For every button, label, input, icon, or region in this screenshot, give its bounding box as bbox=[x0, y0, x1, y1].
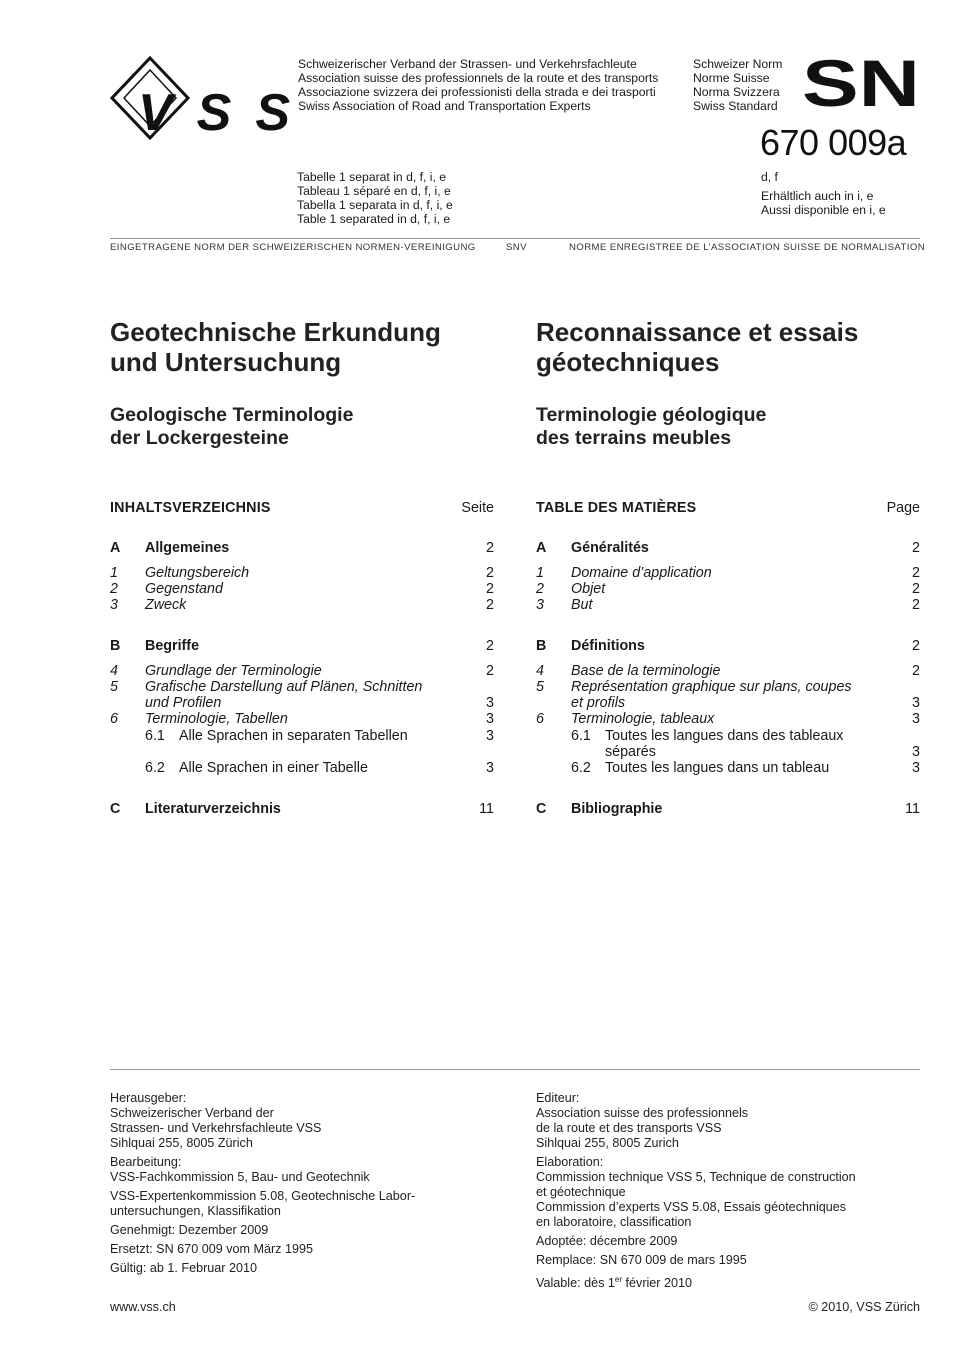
toc-entry[interactable]: 1 Domaine d’application 2 bbox=[536, 565, 920, 581]
editing-de: Bearbeitung: VSS-Fachkommission 5, Bau- und Geotechnik bbox=[110, 1155, 370, 1184]
website-link[interactable]: www.vss.ch bbox=[110, 1300, 176, 1314]
sn-logo bbox=[802, 56, 920, 108]
toc-entry[interactable]: 6 Terminologie, tableaux 3 bbox=[536, 711, 920, 727]
toc-entry[interactable]: 3 But 2 bbox=[536, 597, 920, 613]
toc-entry[interactable]: C Bibliographie 11 bbox=[536, 801, 920, 817]
valid-fr: Valable: dès 1er février 2010 bbox=[536, 1275, 693, 1291]
toc-entry[interactable]: 6 Terminologie, Tabellen 3 bbox=[110, 711, 494, 727]
norm-number: 670 009a bbox=[760, 122, 907, 163]
footer-rule bbox=[110, 1069, 920, 1070]
toc-entry[interactable]: 6.2 Toutes les langues dans un tableau 3 bbox=[571, 760, 920, 776]
editing-fr: Elaboration: Commission technique VSS 5, Technique de construction et géotechnique Commission d’experts VSS 5.08, Essais géotechniques en laboratoire, classification bbox=[536, 1155, 856, 1229]
toc-entry[interactable]: 6.2 Alle Sprachen in einer Tabelle 3 bbox=[145, 760, 494, 776]
toc-entry[interactable]: 2 Objet 2 bbox=[536, 581, 920, 597]
copyright: © 2010, VSS Zürich bbox=[808, 1300, 920, 1314]
toc-entry[interactable]: 2 Gegenstand 2 bbox=[110, 581, 494, 597]
toc-entry[interactable]: 6.1 Toutes les langues dans des tableaux séparés 3 bbox=[571, 728, 920, 760]
publisher-de: Herausgeber: Schweizerischer Verband der Strassen- und Verkehrsfachleute VSS Sihlquai 255, 8005 Zürich bbox=[110, 1091, 322, 1150]
toc-entry[interactable]: B Begriffe 2 bbox=[110, 638, 494, 654]
toc-entry[interactable]: 4 Base de la terminologie 2 bbox=[536, 663, 920, 679]
toc-entry[interactable]: 6.1 Alle Sprachen in separaten Tabellen 3 bbox=[145, 728, 494, 744]
table-languages: Tabelle 1 separat in d, f, i, e Tableau 1 séparé en d, f, i, e Tabella 1 separata in d, f, i, e Table 1 separated in d, f, i, e bbox=[297, 170, 453, 226]
toc-entry[interactable]: A Généralités 2 bbox=[536, 540, 920, 556]
subtitle-de: Geologische Terminologie der Lockergesteine bbox=[110, 404, 354, 449]
footer-de bbox=[110, 1091, 510, 1276]
vss-logo bbox=[110, 56, 290, 140]
toc-header: TABLE DES MATIÈRES Page bbox=[536, 500, 920, 516]
approved-fr: Adoptée: décembre 2009 bbox=[536, 1234, 678, 1248]
vss-logo-text: VSS bbox=[138, 84, 288, 140]
title-fr bbox=[536, 317, 936, 450]
publisher-fr: Editeur: Association suisse des professionnels de la route et des transports VSS Sihlquai 255, 8005 Zurich bbox=[536, 1091, 749, 1150]
toc-entry[interactable]: 3 Zweck 2 bbox=[110, 597, 494, 613]
registered-fr: NORME ENREGISTREE DE L’ASSOCIATION SUISSE DE NORMALISATION bbox=[569, 242, 926, 253]
languages: d, f bbox=[761, 170, 778, 184]
toc-entry[interactable]: B Définitions 2 bbox=[536, 638, 920, 654]
registered-snv: SNV bbox=[506, 242, 527, 253]
replaces-de: Ersetzt: SN 670 009 vom März 1995 bbox=[110, 1242, 313, 1256]
toc-entry[interactable]: 4 Grundlage der Terminologie 2 bbox=[110, 663, 494, 679]
title-de bbox=[110, 317, 510, 450]
norm-type: Schweizer Norm Norme Suisse Norma Svizzera Swiss Standard bbox=[693, 57, 783, 113]
main-title-de: Geotechnische Erkundung und Untersuchung bbox=[110, 317, 441, 377]
toc-entry[interactable]: 1 Geltungsbereich 2 bbox=[110, 565, 494, 581]
registered-de: EINGETRAGENE NORM DER SCHWEIZERISCHEN NORMEN-VEREINIGUNG bbox=[110, 242, 476, 253]
replaces-fr: Remplace: SN 670 009 de mars 1995 bbox=[536, 1253, 747, 1267]
approved-de: Genehmigt: Dezember 2009 bbox=[110, 1223, 269, 1237]
header-rule bbox=[110, 238, 920, 239]
also-available: Erhältlich auch in i, e Aussi disponible en i, e bbox=[761, 189, 886, 217]
association-names: Schweizerischer Verband der Strassen- und Verkehrsfachleute Association suisse des professionnels de la route et des transports Associazione svizzera dei professionisti della strada e dei trasporti Swiss Association of Road and Transportation Experts bbox=[298, 57, 659, 113]
main-title-fr: Reconnaissance et essais géotechniques bbox=[536, 317, 859, 377]
valid-de: Gültig: ab 1. Februar 2010 bbox=[110, 1261, 258, 1275]
toc-de bbox=[110, 500, 494, 817]
toc-entry[interactable]: A Allgemeines 2 bbox=[110, 540, 494, 556]
toc-header: INHALTSVERZEICHNIS Seite bbox=[110, 500, 494, 516]
toc-entry[interactable]: 5 Grafische Darstellung auf Plänen, Schnitten und Profilen 3 bbox=[110, 679, 494, 711]
experts-de: VSS-Expertenkommission 5.08, Geotechnische Labor- untersuchungen, Klassifikation bbox=[110, 1189, 416, 1218]
toc-fr bbox=[536, 500, 920, 817]
toc-entry[interactable]: C Literaturverzeichnis 11 bbox=[110, 801, 494, 817]
subtitle-fr: Terminologie géologique des terrains meubles bbox=[536, 404, 767, 449]
toc-entry[interactable]: 5 Représentation graphique sur plans, coupes et profils 3 bbox=[536, 679, 920, 711]
footer-fr bbox=[536, 1091, 920, 1291]
sn-logo-text: SN bbox=[802, 56, 920, 108]
